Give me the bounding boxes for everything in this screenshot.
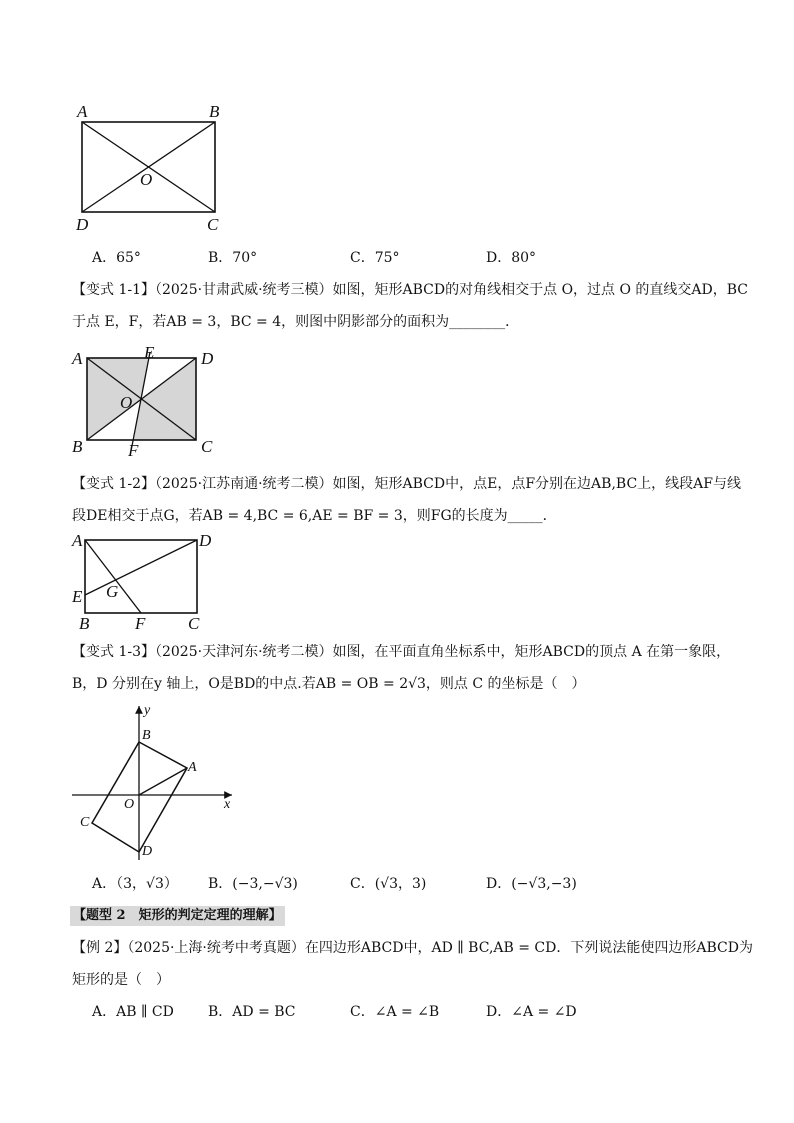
v12-label-a: A bbox=[72, 531, 83, 550]
v13-option-b: B．(−3,−√3) bbox=[208, 876, 298, 892]
q0-option-c: C．75° bbox=[350, 250, 400, 266]
v12-label-f: F bbox=[135, 614, 146, 633]
q0-option-b: B．70° bbox=[208, 250, 258, 266]
v11-question-line2: 于点 E，F，若AB = 3，BC = 4，则图中阴影部分的面积为________． bbox=[72, 314, 520, 330]
type2-option-b: B．AD = BC bbox=[208, 1004, 296, 1020]
fig1-label-c: C bbox=[207, 215, 219, 234]
v12-label-c: C bbox=[188, 614, 200, 633]
v11-label-e: E bbox=[144, 343, 155, 362]
v13-question-line1: 【变式 1-3】（2025·天津河东·统考二模）如图，在平面直角坐标系中，矩形ABCD的顶点 A 在第一象限， bbox=[72, 644, 731, 660]
v13-option-c: C．(√3，3) bbox=[350, 876, 427, 892]
v13-question-line2: B，D 分别在y 轴上，O是BD的中点.若AB = OB = 2√3，则点 C 的坐标是（ ） bbox=[72, 676, 586, 692]
fig1-label-b: B bbox=[209, 102, 220, 121]
v12-label-e: E bbox=[72, 587, 83, 606]
v11-label-o: O bbox=[120, 393, 133, 412]
v13-option-a: A．（3，√3） bbox=[92, 876, 178, 892]
v12-label-b: B bbox=[79, 614, 90, 633]
type2-example-line2: 矩形的是（ ） bbox=[72, 972, 170, 988]
v13-label-b: B bbox=[142, 728, 151, 743]
v13-label-c: C bbox=[80, 815, 90, 830]
v11-label-b: B bbox=[72, 437, 83, 456]
v13-label-x: x bbox=[224, 797, 231, 812]
fig1-label-o: O bbox=[140, 170, 153, 189]
v13-label-d: D bbox=[142, 844, 153, 859]
v12-question-line2: 段DE相交于点G，若AB = 4,BC = 6,AE = BF = 3，则FG的长度为_____． bbox=[72, 508, 557, 524]
fig1-label-d: D bbox=[76, 215, 89, 234]
q0-option-d: D．80° bbox=[486, 250, 537, 266]
v13-label-a: A bbox=[188, 760, 197, 775]
fig1-label-a: A bbox=[77, 102, 88, 121]
v11-question-line1: 【变式 1-1】（2025·甘肃武威·统考三模）如图，矩形ABCD的对角线相交于点 O，过点 O 的直线交AD，BC bbox=[72, 282, 749, 298]
v11-label-c: C bbox=[201, 437, 213, 456]
v12-label-g: G bbox=[106, 582, 119, 601]
type2-option-c: C．∠A = ∠B bbox=[350, 1004, 440, 1020]
v13-option-d: D．(−√3,−3) bbox=[486, 876, 577, 892]
type2-option-a: A．AB ∥ CD bbox=[92, 1004, 174, 1020]
v12-label-d: D bbox=[199, 531, 212, 550]
v11-label-a: A bbox=[72, 349, 83, 368]
type2-heading: 【题型 2 矩形的判定定理的理解】 bbox=[70, 906, 285, 926]
v13-label-y: y bbox=[144, 703, 151, 718]
v11-label-f: F bbox=[128, 441, 139, 460]
q0-option-a: A．65° bbox=[92, 250, 141, 266]
v11-label-d: D bbox=[201, 349, 214, 368]
type2-example-line1: 【例 2】（2025·上海·统考中考真题）在四边形ABCD中，AD ∥ BC,AB = CD．下列说法能使四边形ABCD为 bbox=[72, 940, 753, 956]
v13-label-o: O bbox=[124, 797, 135, 812]
v12-question-line1: 【变式 1-2】（2025·江苏南通·统考二模）如图，矩形ABCD中，点E，点F分别在边AB,BC上，线段AF与线 bbox=[72, 476, 741, 492]
type2-option-d: D．∠A = ∠D bbox=[486, 1004, 577, 1020]
